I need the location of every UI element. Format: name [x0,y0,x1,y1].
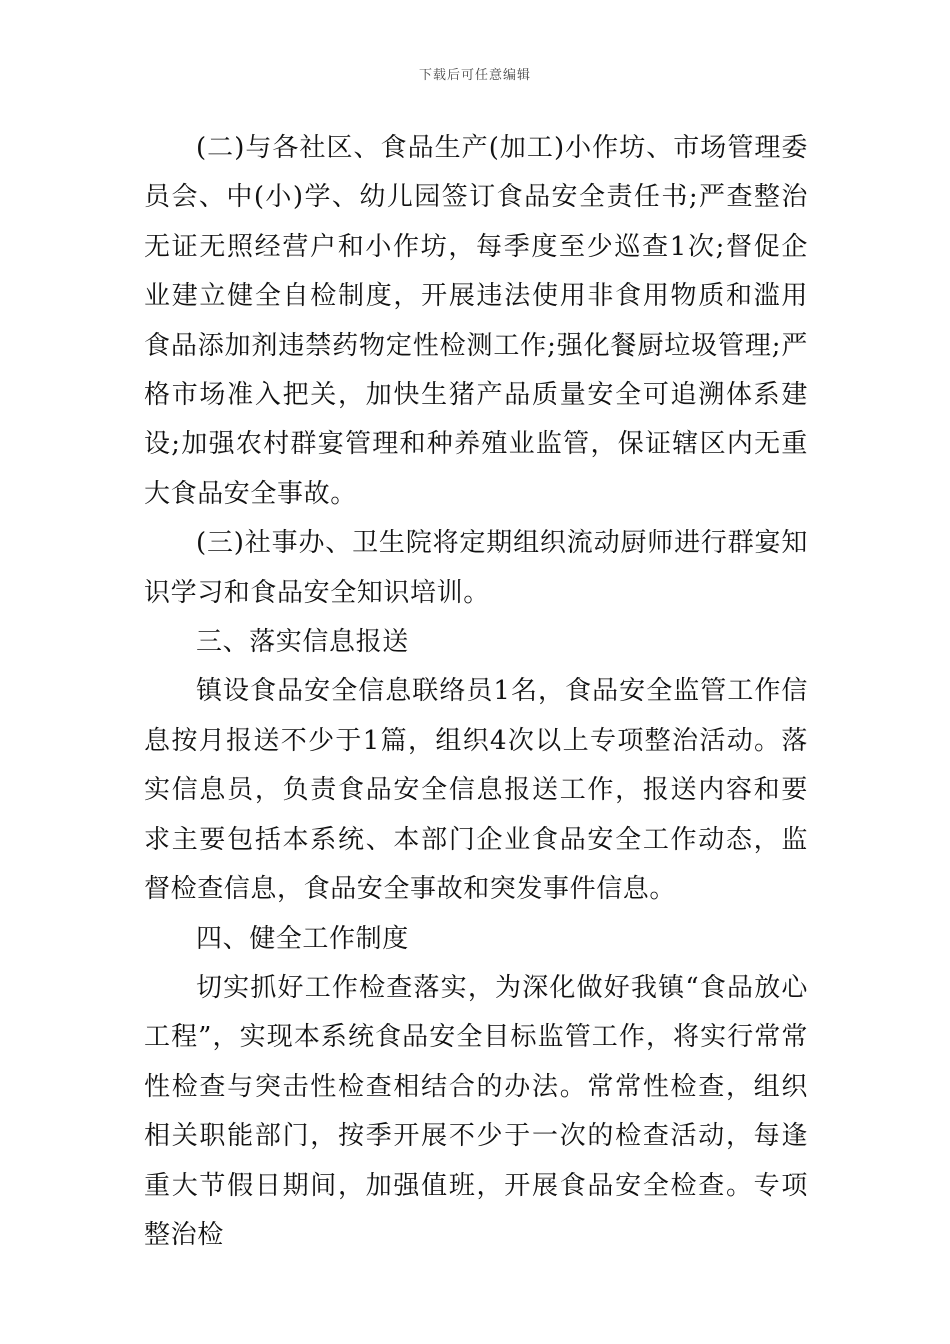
heading-information-reporting: 三、落实信息报送 [196,627,409,658]
heading-work-system: 四、健全工作制度 [196,923,409,954]
page-header-note: 下载后可任意编辑 [418,68,531,83]
paragraph-work-system: 切实抓好工作检查落实，为深化做好我镇“食品放心工程”，实现本系统食品安全目标监管工作，将实行常常性检查与突击性检查相结合的办法。常常性检查，组织相关职能部门，按季开展不少于一次的检查活动，每逢重大节假日期间，加强值班，开展食品安全检查。专项整治检 [144,972,808,1250]
document-body [144,124,808,1260]
paragraph-section-three-training: (三)社事办、卫生院将定期组织流动厨师进行群宴知识学习和食品安全知识培训。 [144,528,808,608]
paragraph-section-two: (二)与各社区、食品生产(加工)小作坊、市场管理委员会、中(小)学、幼儿园签订食品安全责任书;严查整治无证无照经营户和小作坊，每季度至少巡查1次;督促企业建立健全自检制度，开展违法使用非食用物质和滥用食品添加剂违禁药物定性检测工作;强化餐厨垃圾管理;严格市场准入把关，加快生猪产品质量安全可追溯体系建设;加强农村群宴管理和种养殖业监管，保证辖区内无重大食品安全事故。 [144,133,808,509]
paragraph-information-reporting: 镇设食品安全信息联络员1名，食品安全监管工作信息按月报送不少于1篇，组织4次以上专项整治活动。落实信息员，负责食品安全信息报送工作，报送内容和要求主要包括本系统、本部门企业食品安全工作动态，监督检查信息，食品安全事故和突发事件信息。 [144,676,808,905]
